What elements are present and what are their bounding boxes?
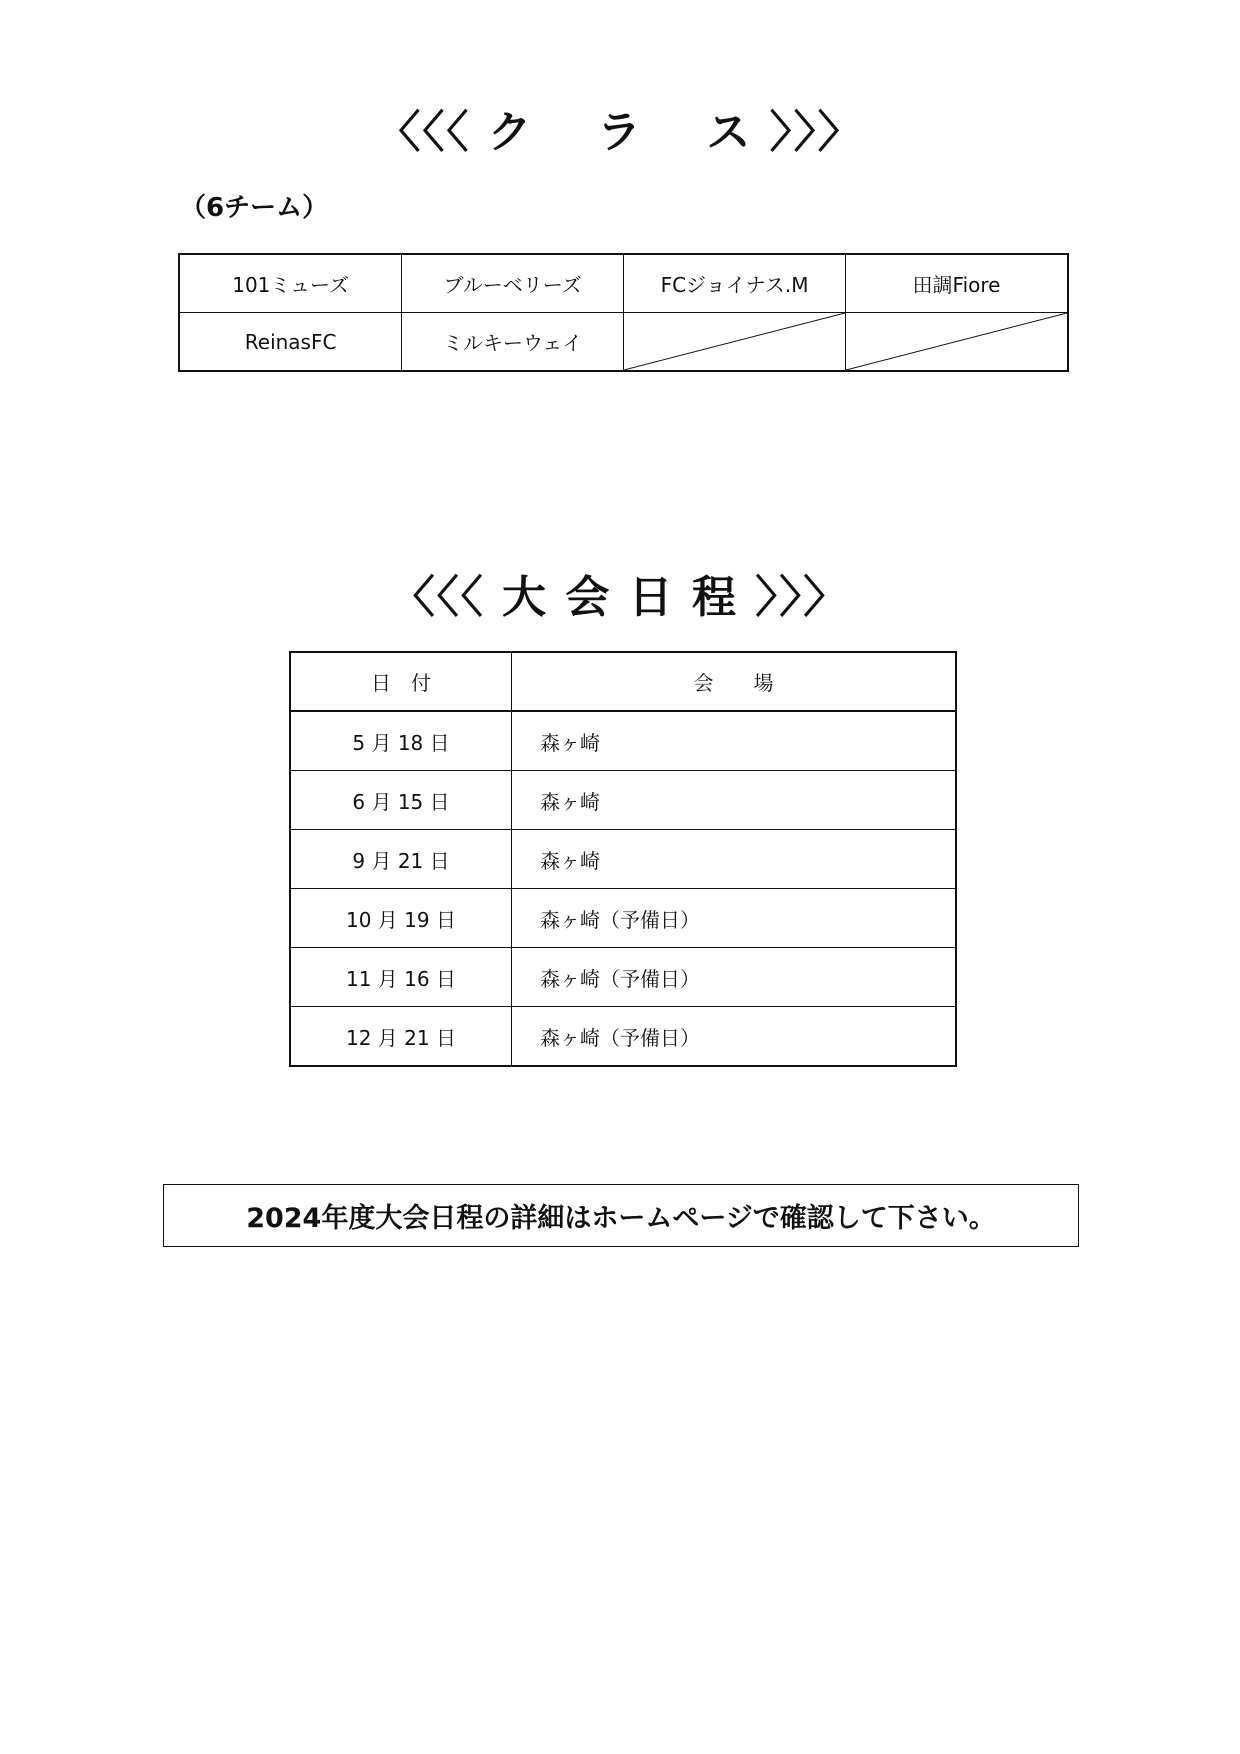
team-cell: FCジョイナス.M	[624, 254, 846, 313]
schedule-row	[290, 711, 956, 771]
schedule-row	[290, 948, 956, 1007]
venue-cell: 森ヶ崎	[512, 830, 957, 889]
team-row	[179, 313, 1068, 372]
team-count-label: （6チーム）	[180, 193, 329, 223]
team-cell: ミルキーウェイ	[402, 313, 624, 372]
date-column-header: 日 付	[290, 652, 512, 711]
venue-cell: 森ヶ崎	[512, 771, 957, 830]
date-cell: 5 月 18 日	[290, 711, 512, 771]
date-cell: 6 月 15 日	[290, 771, 512, 830]
schedule-table	[289, 651, 957, 1067]
venue-cell: 森ヶ崎（予備日）	[512, 1007, 957, 1067]
venue-cell: 森ヶ崎	[512, 711, 957, 771]
schedule-row	[290, 771, 956, 830]
team-row	[179, 254, 1068, 313]
date-cell: 12 月 21 日	[290, 1007, 512, 1067]
notice-box	[163, 1184, 1079, 1247]
empty-team-cell	[846, 313, 1069, 372]
schedule-row	[290, 830, 956, 889]
schedule-header-row	[290, 652, 956, 711]
team-cell: ReinasFC	[179, 313, 402, 372]
venue-cell: 森ヶ崎（予備日）	[512, 889, 957, 948]
team-table	[178, 253, 1069, 372]
team-cell: ブルーベリーズ	[402, 254, 624, 313]
venue-column-header: 会 場	[512, 652, 957, 711]
diagonal-slash	[624, 313, 845, 370]
team-cell: 田調Fiore	[846, 254, 1069, 313]
empty-team-cell	[624, 313, 846, 372]
schedule-row	[290, 889, 956, 948]
team-cell: 101ミューズ	[179, 254, 402, 313]
date-cell: 9 月 21 日	[290, 830, 512, 889]
schedule-row	[290, 1007, 956, 1067]
class-title: 〈〈〈 ク ラ ス 〉〉〉	[376, 107, 864, 158]
date-cell: 10 月 19 日	[290, 889, 512, 948]
notice-text: 2024年度大会日程の詳細はホームページで確認して下さい。	[246, 1203, 996, 1234]
venue-cell: 森ヶ崎（予備日）	[512, 948, 957, 1007]
diagonal-slash	[846, 313, 1067, 370]
schedule-title: 〈〈〈 大 会 日 程 〉〉〉	[390, 572, 850, 623]
date-cell: 11 月 16 日	[290, 948, 512, 1007]
